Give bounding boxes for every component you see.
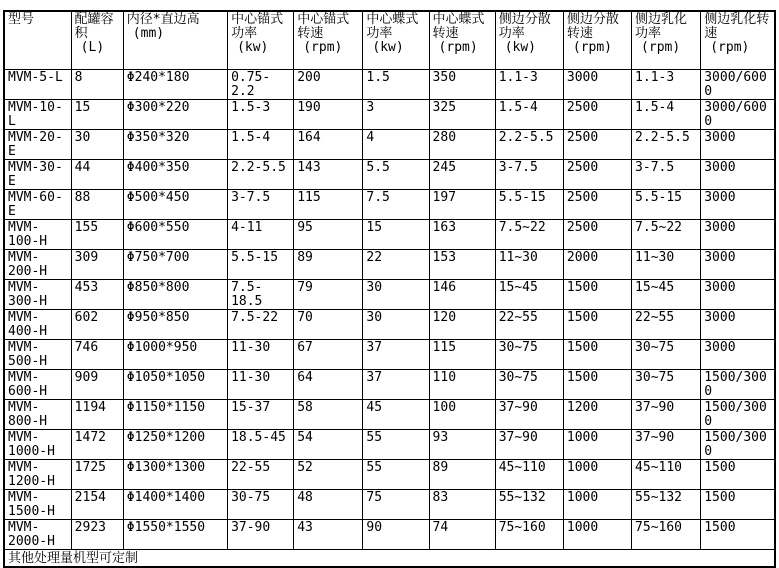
column-header-name: 中心锚式转速 [297, 12, 350, 41]
column-header-unit: (rpm) [641, 40, 681, 55]
table-cell: 30~75 [632, 340, 701, 370]
table-cell: 5.5-15 [228, 250, 294, 280]
table-cell: 1.1-3 [495, 70, 563, 100]
table-cell: 350 [429, 70, 495, 100]
table-cell: 67 [294, 340, 363, 370]
table-cell: 70 [294, 310, 363, 340]
table-cell: 2500 [563, 220, 631, 250]
table-cell: 37-90 [228, 520, 294, 550]
table-cell: 164 [294, 130, 363, 160]
column-header [228, 11, 294, 70]
table-cell: 95 [294, 220, 363, 250]
column-header-unit: (rpm) [303, 40, 343, 55]
column-header [495, 11, 563, 70]
spec-table [3, 10, 776, 568]
model-cell: MVM-60-E [4, 190, 71, 220]
table-cell: Φ600*550 [123, 220, 227, 250]
table-cell: 55~132 [495, 490, 563, 520]
footer-row [4, 550, 775, 568]
table-cell: 1000 [563, 460, 631, 490]
table-row [4, 190, 775, 220]
table-cell: 115 [429, 340, 495, 370]
table-cell: 5.5-15 [632, 190, 701, 220]
model-cell: MVM-2000-H [4, 520, 71, 550]
table-cell: 7.5 [363, 190, 429, 220]
table-cell: 909 [71, 370, 123, 400]
table-cell: 200 [294, 70, 363, 100]
column-header-name: 侧边分散功率 [498, 12, 551, 41]
column-header-unit: (rpm) [438, 40, 478, 55]
model-cell: MVM-1500-H [4, 490, 71, 520]
table-cell: 1194 [71, 400, 123, 430]
table-cell: 1500/3000 [701, 430, 775, 460]
table-row [4, 70, 775, 100]
table-cell: 22~55 [495, 310, 563, 340]
table-cell: 163 [429, 220, 495, 250]
table-cell: 22 [363, 250, 429, 280]
table-cell: 30 [71, 130, 123, 160]
table-cell: 2.2-5.5 [228, 160, 294, 190]
table-cell: 1.5-4 [228, 130, 294, 160]
table-cell: 15 [71, 100, 123, 130]
table-cell: 2000 [563, 250, 631, 280]
table-cell: 30~75 [495, 340, 563, 370]
table-row [4, 100, 775, 130]
table-cell: Φ850*800 [123, 280, 227, 310]
table-cell: Φ400*350 [123, 160, 227, 190]
table-cell: 43 [294, 520, 363, 550]
table-cell: 30-75 [228, 490, 294, 520]
table-cell: 30 [363, 310, 429, 340]
table-cell: 1500 [563, 340, 631, 370]
column-header-name: 侧边分散转速 [566, 12, 619, 41]
table-cell: 90 [363, 520, 429, 550]
table-cell: 74 [429, 520, 495, 550]
table-cell: 1000 [563, 520, 631, 550]
table-cell: 146 [429, 280, 495, 310]
table-cell: 58 [294, 400, 363, 430]
column-header [294, 11, 363, 70]
model-cell: MVM-200-H [4, 250, 71, 280]
table-cell: 2.2-5.5 [495, 130, 563, 160]
table-body [4, 70, 775, 550]
table-cell: 7.5-18.5 [228, 280, 294, 310]
table-cell: 746 [71, 340, 123, 370]
table-cell: 280 [429, 130, 495, 160]
table-cell: 48 [294, 490, 363, 520]
table-cell: 1200 [563, 400, 631, 430]
table-cell: 4-11 [228, 220, 294, 250]
table-cell: 100 [429, 400, 495, 430]
table-cell: 2500 [563, 160, 631, 190]
table-cell: 2500 [563, 100, 631, 130]
table-cell: 54 [294, 430, 363, 460]
table-cell: 3000 [701, 130, 775, 160]
column-header [363, 11, 429, 70]
table-cell: 197 [429, 190, 495, 220]
table-cell: Φ350*320 [123, 130, 227, 160]
table-cell: 11~30 [632, 250, 701, 280]
table-cell: 1500 [563, 280, 631, 310]
footer-note: 其他处理量机型可定制 [4, 550, 775, 568]
table-row [4, 520, 775, 550]
table-cell: 7.5~22 [632, 220, 701, 250]
table-cell: 2500 [563, 130, 631, 160]
table-cell: 602 [71, 310, 123, 340]
table-cell: 45~110 [495, 460, 563, 490]
table-row [4, 430, 775, 460]
table-cell: 3000 [701, 250, 775, 280]
table-cell: 7.5-22 [228, 310, 294, 340]
table-cell: 15-37 [228, 400, 294, 430]
table-cell: 55 [363, 460, 429, 490]
table-cell: Φ1550*1550 [123, 520, 227, 550]
table-cell: Φ1050*1050 [123, 370, 227, 400]
table-cell: Φ300*220 [123, 100, 227, 130]
table-cell: Φ750*700 [123, 250, 227, 280]
column-header-unit: (kw) [372, 40, 404, 55]
table-cell: 88 [71, 190, 123, 220]
column-header-name: 配罐容积 [74, 12, 114, 41]
table-cell: 30~75 [632, 370, 701, 400]
table-cell: 75~160 [495, 520, 563, 550]
table-cell: 30 [363, 280, 429, 310]
table-cell: Φ1250*1200 [123, 430, 227, 460]
table-cell: 3000 [563, 70, 631, 100]
table-row [4, 130, 775, 160]
table-cell: 75 [363, 490, 429, 520]
column-header [701, 11, 775, 70]
column-header-name: 中心蝶式功率 [366, 12, 419, 41]
table-cell: 93 [429, 430, 495, 460]
column-header-unit: (kw) [237, 40, 269, 55]
table-cell: 18.5-45 [228, 430, 294, 460]
table-cell: 1500 [701, 460, 775, 490]
table-cell: 44 [71, 160, 123, 190]
column-header-unit: (rpm) [710, 40, 750, 55]
table-cell: 1500/3000 [701, 370, 775, 400]
table-cell: 37 [363, 340, 429, 370]
table-cell: Φ1000*950 [123, 340, 227, 370]
table-cell: 2154 [71, 490, 123, 520]
table-row [4, 280, 775, 310]
table-cell: 3000/6000 [701, 100, 775, 130]
table-cell: 3000 [701, 220, 775, 250]
table-cell: 2923 [71, 520, 123, 550]
table-cell: 2.2-5.5 [632, 130, 701, 160]
table-cell: 75~160 [632, 520, 701, 550]
table-cell: 3000 [701, 190, 775, 220]
table-cell: 55 [363, 430, 429, 460]
table-row [4, 460, 775, 490]
table-cell: 3000 [701, 280, 775, 310]
column-header-unit: (rpm) [572, 40, 613, 55]
table-cell: 15 [363, 220, 429, 250]
table-cell: 1.1-3 [632, 70, 701, 100]
table-cell: 1000 [563, 490, 631, 520]
table-row [4, 160, 775, 190]
column-header-unit: (mm) [132, 26, 165, 41]
table-cell: 245 [429, 160, 495, 190]
table-cell: 5.5-15 [495, 190, 563, 220]
table-cell: 115 [294, 190, 363, 220]
table-cell: 45~110 [632, 460, 701, 490]
model-cell: MVM-100-H [4, 220, 71, 250]
table-row [4, 250, 775, 280]
table-cell: 0.75-2.2 [228, 70, 294, 100]
table-cell: 110 [429, 370, 495, 400]
column-header-name: 中心锚式功率 [231, 12, 284, 41]
table-cell: 1.5-4 [495, 100, 563, 130]
table-row [4, 400, 775, 430]
table-cell: 1472 [71, 430, 123, 460]
column-header-name: 侧边乳化转速 [704, 12, 770, 41]
column-header-name: 侧边乳化功率 [635, 12, 688, 41]
table-cell: 8 [71, 70, 123, 100]
table-cell: 11-30 [228, 370, 294, 400]
model-cell: MVM-10-L [4, 100, 71, 130]
table-cell: 37~90 [632, 400, 701, 430]
table-cell: 83 [429, 490, 495, 520]
table-cell: 37 [363, 370, 429, 400]
column-header [4, 11, 71, 70]
table-cell: Φ1400*1400 [123, 490, 227, 520]
table-header [4, 11, 775, 70]
table-cell: 1500/3000 [701, 400, 775, 430]
table-cell: 89 [294, 250, 363, 280]
table-cell: 79 [294, 280, 363, 310]
table-cell: 2500 [563, 190, 631, 220]
table-cell: 64 [294, 370, 363, 400]
table-cell: 3-7.5 [495, 160, 563, 190]
table-cell: 89 [429, 460, 495, 490]
table-cell: 15~45 [495, 280, 563, 310]
table-cell: 4 [363, 130, 429, 160]
model-cell: MVM-1200-H [4, 460, 71, 490]
table-cell: 325 [429, 100, 495, 130]
table-cell: 7.5~22 [495, 220, 563, 250]
table-cell: 45 [363, 400, 429, 430]
table-cell: 37~90 [495, 430, 563, 460]
table-cell: 3000 [701, 160, 775, 190]
column-header-name: 型号 [8, 12, 35, 27]
table-cell: 155 [71, 220, 123, 250]
table-cell: 3000/6000 [701, 70, 775, 100]
table-cell: 1.5-4 [632, 100, 701, 130]
column-header [123, 11, 227, 70]
column-header-name: 内径*直边高 [126, 12, 200, 27]
table-cell: 143 [294, 160, 363, 190]
table-footer [4, 550, 775, 568]
model-cell: MVM-1000-H [4, 430, 71, 460]
table-cell: 5.5 [363, 160, 429, 190]
table-cell: Φ500*450 [123, 190, 227, 220]
model-cell: MVM-800-H [4, 400, 71, 430]
table-cell: Φ950*850 [123, 310, 227, 340]
table-cell: 30~75 [495, 370, 563, 400]
table-cell: 55~132 [632, 490, 701, 520]
model-cell: MVM-20-E [4, 130, 71, 160]
table-cell: 3000 [701, 340, 775, 370]
column-header-name: 中心蝶式转速 [432, 12, 485, 41]
column-header [632, 11, 701, 70]
column-header-unit: (kw) [504, 40, 537, 55]
table-cell: Φ240*180 [123, 70, 227, 100]
table-cell: 52 [294, 460, 363, 490]
table-cell: Φ1300*1300 [123, 460, 227, 490]
table-cell: 153 [429, 250, 495, 280]
table-cell: 3-7.5 [228, 190, 294, 220]
table-cell: 1500 [701, 490, 775, 520]
table-cell: Φ1150*1150 [123, 400, 227, 430]
model-cell: MVM-30-E [4, 160, 71, 190]
table-row [4, 220, 775, 250]
header-row [4, 11, 775, 70]
model-cell: MVM-600-H [4, 370, 71, 400]
table-cell: 190 [294, 100, 363, 130]
table-cell: 15~45 [632, 280, 701, 310]
table-cell: 1500 [563, 370, 631, 400]
model-cell: MVM-500-H [4, 340, 71, 370]
table-cell: 22~55 [632, 310, 701, 340]
table-cell: 1.5 [363, 70, 429, 100]
column-header [71, 11, 123, 70]
model-cell: MVM-400-H [4, 310, 71, 340]
table-cell: 3-7.5 [632, 160, 701, 190]
table-row [4, 340, 775, 370]
column-header-unit: (L) [80, 40, 105, 55]
table-cell: 120 [429, 310, 495, 340]
table-cell: 37~90 [495, 400, 563, 430]
table-cell: 453 [71, 280, 123, 310]
table-cell: 1725 [71, 460, 123, 490]
model-cell: MVM-5-L [4, 70, 71, 100]
table-row [4, 310, 775, 340]
table-row [4, 490, 775, 520]
table-cell: 37~90 [632, 430, 701, 460]
table-cell: 1500 [563, 310, 631, 340]
column-header [429, 11, 495, 70]
table-cell: 22-55 [228, 460, 294, 490]
model-cell: MVM-300-H [4, 280, 71, 310]
table-cell: 11-30 [228, 340, 294, 370]
table-cell: 3 [363, 100, 429, 130]
table-cell: 1500 [701, 520, 775, 550]
table-cell: 3000 [701, 310, 775, 340]
table-cell: 1000 [563, 430, 631, 460]
table-cell: 1.5-3 [228, 100, 294, 130]
table-cell: 11~30 [495, 250, 563, 280]
column-header [563, 11, 631, 70]
table-row [4, 370, 775, 400]
table-cell: 309 [71, 250, 123, 280]
